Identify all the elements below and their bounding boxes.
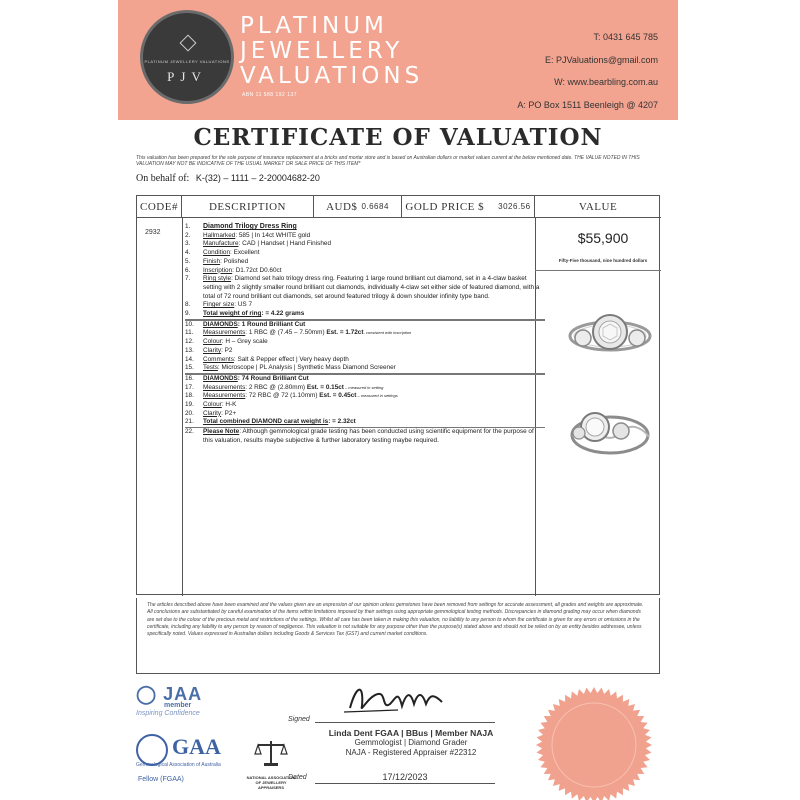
item-detail: : H-K — [221, 401, 237, 409]
item-detail: : Microscope | PL Analysis | Synthetic Mass Diamond Screener — [217, 364, 396, 372]
item-key: Finger size — [203, 301, 235, 309]
logo-initials: PJV — [167, 69, 207, 84]
item-key: Total combined DIAMOND carat weight is — [203, 418, 329, 426]
valuation-table — [136, 195, 660, 595]
header-gold-label: GOLD PRICE $ — [405, 200, 485, 213]
item-detail: : US 7 — [234, 301, 253, 309]
item-text — [203, 329, 545, 338]
jaa-member-logo — [136, 684, 216, 717]
item-number: 22. — [185, 428, 194, 436]
list-item — [185, 267, 545, 276]
item-number: 16. — [185, 374, 194, 382]
item-text — [203, 364, 545, 373]
brand-line: JEWELLERY — [240, 38, 404, 64]
header-aud-value: 0.6684 — [361, 202, 389, 211]
item-detail: : 72 RBC @ 72 (1.10mm) — [245, 392, 320, 400]
item-number: 7. — [185, 275, 191, 283]
list-item — [185, 418, 545, 428]
item-note: - consistent with inscription — [363, 330, 412, 336]
item-number: 21. — [185, 418, 194, 426]
item-text — [203, 347, 545, 356]
signer-name: Linda Dent FGAA | BBus | Member NAJA — [328, 728, 494, 738]
header-description — [182, 196, 314, 218]
header-band — [118, 0, 678, 120]
item-text — [203, 240, 545, 249]
contact-block — [517, 26, 658, 116]
brand-line: PLATINUM — [240, 13, 388, 39]
item-list — [185, 223, 545, 446]
value-in-words: Fifty-Five thousand, nine hundred dollars — [558, 258, 648, 263]
column-divider — [182, 218, 183, 596]
list-item — [185, 258, 545, 267]
item-number: 1. — [185, 223, 191, 230]
item-text — [203, 428, 545, 445]
item-key: Total weight of ring — [203, 310, 262, 318]
gaa-subtitle: Gemmological Association of Australia — [136, 762, 221, 768]
list-item — [185, 249, 545, 258]
item-detail: : P2+ — [221, 409, 237, 417]
item-value: $55,900 — [577, 230, 629, 246]
item-text — [203, 384, 545, 393]
on-behalf-of — [136, 173, 320, 184]
naja-text: NATIONAL ASSOCIATION OF JEWELLERY APPRAISERS — [246, 775, 296, 790]
list-item — [185, 329, 545, 338]
ring-photo-side — [565, 401, 655, 465]
item-number: 11. — [185, 329, 194, 337]
item-text — [203, 338, 545, 347]
item-number: 19. — [185, 401, 194, 409]
value-divider — [535, 270, 661, 271]
list-item — [185, 356, 545, 365]
item-detail: : Polished — [220, 257, 249, 265]
item-number: 18. — [185, 392, 194, 400]
item-detail: : Diamond set halo trilogy dress ring. Featuring 1 large round brilliant cut diamond, set in a 4-claw basket setting with 2 slightly smaller round brilliant cut diamonds, individually 4-claw set either side of featured diamond, with a total of 72 round brilliant cut diamonds, set around featured trilogy & down shoulder infinity type band. — [203, 275, 540, 300]
list-item — [185, 275, 545, 301]
behalf-value: K-(32) – 1111 – 2-20004682-20 — [195, 173, 320, 183]
list-item — [185, 364, 545, 374]
disclaimer-bottom: The articles described above have been examined and the values given are an expression of our opinion unless gemstones have been removed from settings for accurate assessment, all grades and weights are approximate. All conclusions are substantiated by careful examination of the items within limitations imposed by their settings using appropriate gemmological testing methods. Discrepancies in diamond grading may occur when diamonds are set due to the colour of the precious metal and restrictions of the settings. Whilst all care has been taken in making this valuation, no liability to any person to whom the certificate is given for any errors or omissions in the certificate, including any liability to any person by reason of negligence. This valuation is not suitable for any purpose other than the purpose(s) stated above and should not be relied on by an entity besides addressee, unless specifically noted. Values expressed in Australian dollars including Goods & Services Tax (GST) and current market conditions. — [136, 598, 660, 674]
item-key: Comments — [203, 355, 234, 363]
item-detail: : D1.72ct D0.60ct — [232, 266, 282, 274]
item-key: Tests — [203, 364, 218, 372]
header-gold-price — [402, 196, 535, 218]
item-key: Diamond Trilogy Dress Ring — [203, 223, 297, 230]
item-detail: : P2 — [221, 346, 233, 354]
item-number: 6. — [185, 266, 191, 274]
item-number: 15. — [185, 364, 194, 372]
gaa-fellow: Fellow (FGAA) — [138, 776, 184, 783]
item-note: – measured in settings — [356, 393, 398, 399]
item-text — [203, 410, 545, 419]
item-key: Measurements — [203, 392, 246, 400]
item-detail: : Although gemmological grade testing has been conducted using scientific equipment for the purpose of this valuation, results maybe subjective & further laboratory testing maybe required. — [203, 428, 534, 444]
item-key: Measurements — [203, 383, 246, 391]
item-key: Colour — [203, 401, 222, 409]
jaa-text: JAA — [163, 684, 203, 704]
item-text — [203, 232, 545, 241]
item-number: 4. — [185, 249, 191, 257]
item-key: Please Note — [203, 428, 240, 436]
item-detail: : Salt & Pepper effect | Very heavy depth — [233, 355, 349, 363]
item-detail: : 2 RBC @ (2.80mm) — [245, 383, 307, 391]
certificate-date: 17/12/2023 — [315, 772, 495, 784]
item-estimate: Est. = 0.15ct — [306, 383, 344, 391]
contact-phone: T: 0431 645 785 — [593, 32, 658, 42]
header-value — [535, 196, 661, 218]
header-aud-label: AUD$ — [326, 200, 358, 213]
signature-line — [315, 722, 495, 723]
signer-title: Gemmologist | Diamond Grader — [354, 738, 468, 747]
document-title: CERTIFICATE OF VALUATION — [193, 124, 603, 151]
item-key: Hallmarked — [203, 231, 236, 239]
item-text — [203, 301, 545, 310]
behalf-label: On behalf of: — [136, 173, 190, 184]
certificate-page — [118, 0, 678, 800]
gem-icon — [180, 35, 197, 52]
item-key: Manufacture — [203, 240, 239, 248]
item-detail: : CAD | Handset | Hand Finished — [238, 240, 332, 248]
item-detail: : 585 | In 14ct WHITE gold — [235, 231, 311, 239]
item-detail: : H – Grey scale — [221, 338, 268, 346]
gaa-logo — [136, 734, 236, 783]
list-item — [185, 338, 545, 347]
item-note: – measured in setting — [343, 384, 384, 390]
header-aud — [314, 196, 402, 218]
item-number: 3. — [185, 240, 191, 248]
item-estimate: Est. = 1.72ct — [326, 329, 364, 337]
ring-photo-top — [565, 304, 655, 364]
gaa-emblem-icon — [136, 734, 168, 766]
item-text — [203, 418, 545, 427]
header-code-label: CODE# — [140, 200, 178, 213]
item-estimate: Est. = 0.45ct — [319, 392, 357, 400]
contact-address: A: PO Box 1511 Beenleigh @ 4207 — [517, 99, 658, 110]
list-item — [185, 401, 545, 410]
item-key: Clarity — [203, 409, 222, 417]
signed-label: Signed — [288, 716, 310, 723]
item-key: Finish — [203, 257, 221, 265]
list-item — [185, 301, 545, 310]
signature — [338, 676, 448, 720]
item-text — [203, 267, 545, 276]
item-key: Measurements — [203, 329, 246, 337]
list-item — [185, 410, 545, 419]
item-key: Colour — [203, 338, 222, 346]
list-item — [185, 310, 545, 320]
item-detail: : 1 RBC @ (7.45 – 7.50mm) — [245, 329, 327, 337]
item-text — [203, 375, 545, 384]
header-description-label: DESCRIPTION — [208, 200, 286, 213]
item-number: 10. — [185, 320, 194, 328]
brand-name — [240, 14, 423, 89]
seal-sticker — [535, 686, 653, 800]
list-item — [185, 240, 545, 249]
item-text — [203, 258, 545, 267]
item-number: 5. — [185, 257, 191, 265]
item-number: 2. — [185, 231, 191, 239]
item-key: Clarity — [203, 346, 222, 354]
signer-block — [286, 728, 536, 758]
disclaimer-top: This valuation has been prepared for the sole purpose of insurance replacement at a bricks and mortar store and is based on Australian dollars or market values current at the below mentioned date. THE VALUE NOTED IN THIS VALUATION MAY NOT BE INDICATIVE OF THE USUAL MARKET OR SALE PRICE OF THIS ITEM* — [136, 155, 640, 167]
signer-registration: NAJA - Registered Appraiser #22312 — [345, 748, 477, 757]
jaa-logo: ◯ JAA — [136, 684, 203, 704]
item-text — [203, 321, 545, 330]
date-label: Dated — [288, 774, 307, 781]
header-code — [137, 196, 182, 218]
item-detail: : 74 Round Brilliant Cut — [237, 374, 309, 382]
list-item — [185, 232, 545, 241]
contact-email: E: PJValuations@gmail.com — [544, 54, 658, 65]
item-key: Condition — [203, 249, 231, 257]
list-item — [185, 374, 545, 384]
item-number: 14. — [185, 355, 194, 363]
item-key: Inscription — [203, 266, 233, 274]
header-value-label: VALUE — [578, 200, 618, 213]
item-key: DIAMONDS — [203, 374, 238, 382]
list-item — [185, 223, 545, 232]
item-detail: : Excellent — [230, 249, 260, 257]
gaa-text: GAA — [172, 734, 221, 759]
header-gold-value: 3026.56 — [498, 202, 531, 211]
logo-small-text: PLATINUM JEWELLERY VALUATIONS — [144, 59, 230, 64]
item-text — [203, 275, 545, 301]
item-text — [203, 401, 545, 410]
list-item — [185, 320, 545, 330]
item-detail: : 1 Round Brilliant Cut — [237, 320, 306, 328]
list-item — [185, 347, 545, 356]
item-number: 13. — [185, 346, 194, 354]
jaa-member-text: member — [164, 702, 192, 709]
item-text — [203, 223, 545, 232]
list-item — [185, 392, 545, 401]
jaa-tagline: Inspiring Confidence — [136, 710, 200, 717]
abn-number: ABN 11 588 192 137 — [242, 92, 298, 98]
item-key: Ring style — [203, 275, 232, 283]
item-key: DIAMONDS — [203, 320, 238, 328]
item-text — [203, 356, 545, 365]
list-item — [185, 428, 545, 445]
scales-icon — [254, 738, 288, 768]
list-item — [185, 384, 545, 393]
item-detail: : = 2.32ct — [328, 418, 356, 426]
brand-line: VALUATIONS — [240, 63, 424, 89]
item-code: 2932 — [145, 229, 161, 236]
contact-web: W: www.bearbling.com.au — [554, 77, 658, 87]
item-number: 9. — [185, 310, 191, 318]
item-text — [203, 249, 545, 258]
item-number: 20. — [185, 409, 194, 417]
item-detail: : = 4.22 grams — [261, 310, 305, 318]
item-text — [203, 310, 545, 319]
item-text — [203, 392, 545, 401]
pjv-logo — [140, 10, 234, 104]
item-number: 12. — [185, 338, 194, 346]
item-number: 17. — [185, 383, 194, 391]
item-number: 8. — [185, 301, 191, 309]
